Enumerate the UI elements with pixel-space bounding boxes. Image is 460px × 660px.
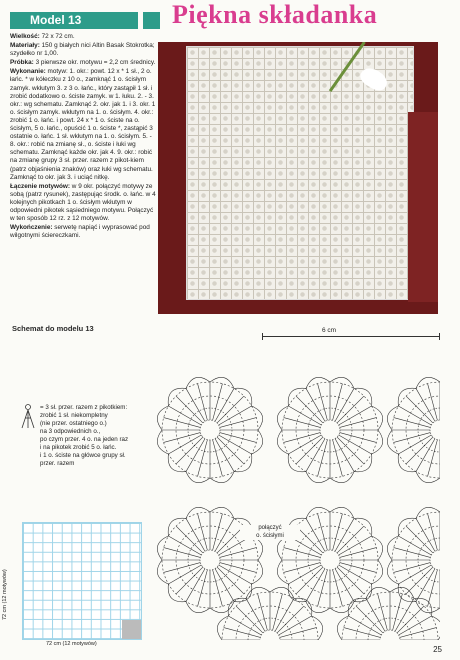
joining-paragraph: Łączenie motywów: w 9 okr. połączyć motywy ze sobą (patrz rysunek), zastępując środk. o. łańc. w 4 kolejnych pikotkach 1 o. ścisłym wkłutym w odpowiedni pikotek sąsiedniego motywu. Połączyć w ten sposób 12 rz. z 12 motywów. xyxy=(10,182,156,223)
grid-height-label: 72 cm (12 motywów) xyxy=(2,569,8,620)
highlighted-motifs xyxy=(122,620,141,639)
dimension-label: 6 cm xyxy=(322,327,337,334)
work-paragraph: Wykonanie: motyw: 1. okr.: powt. 12 x * 1 sł., 2 o. łańc. * w kółeczku z 10 o., zamknąć 1 o. ścisłym zamyk. wkłutym 3. z 3 o. łańc., który zastąpił 1 sł. i zrobić dodatkowo o. ściste zamyk. w 1. łuku. 2. - 3. okr.: wg schematu. Zamknąć 2. okr. jak 1. i 3. okr. 1 o. ścisłym zamyk. wkłutym na 1. o. ścisłym. 4. okr.: zrobić 1 o. łańc. i powt. 24 x * 1 o. ściste na o. ścisłym, 5 o. łańc., opuścić 1 o. ściste *, zastąpić 3 ostatnie o. łańc. 1 sł. wkłutym na 1. o. ścisłym. 5. - 8. okr.: robić na zmianę sł., o. ściste i łuki wg schematu. Zamknąć każde okr. jak 4. 9. okr.: robić na zmianę grupy 3 sł. przer. razem z pikot-kiem (patrz objaśnienia znaków) oraz łuki wg schematu. Zamknąć to okr. jak 3. i uciąć nitkę. xyxy=(10,68,156,181)
page-number: 25 xyxy=(433,645,442,654)
materials-paragraph: Materiały: 150 g białych nici Altin Basak Stokrotka; szydełko nr 1,00. xyxy=(10,42,155,58)
model-label: Model 13 xyxy=(10,12,138,29)
doily-photo xyxy=(158,42,438,314)
page-title: Piękna składanka xyxy=(172,0,378,29)
grid-width-label: 72 cm (12 motywów) xyxy=(46,641,97,647)
join-annotation: połączyć o. ścisłymi xyxy=(240,525,300,540)
dimension-line xyxy=(262,336,440,337)
size-paragraph: Wielkość: 72 x 72 cm. xyxy=(10,33,75,40)
fabric-fold xyxy=(408,112,438,302)
cluster-symbol-icon xyxy=(18,404,40,468)
corner-square xyxy=(143,12,160,29)
assembly-grid xyxy=(22,522,142,640)
gauge-paragraph: Próbka: 3 pierwsze okr. motywu = 2,2 cm średnicy. xyxy=(10,59,156,67)
instructions-text xyxy=(10,33,158,241)
schema-title: Schemat do modelu 13 xyxy=(12,324,94,333)
finishing-paragraph: Wykończenie: serwetę napiąć i wyprasować pod wilgotnymi ściereczkami. xyxy=(10,224,150,240)
symbol-legend: = 3 sł. przer. razem z pikotkiem: zrobić 1 sł. niekompletny (nie przer. ostatniego o.) na 3 odpowiednich o., po czym przer. 4 o. na jeden raz i na pikotek zrobić 5 o. łańc. i 1 o. ściste na główce grupy sł. przer. razem xyxy=(18,404,178,468)
crochet-chart xyxy=(140,340,440,640)
